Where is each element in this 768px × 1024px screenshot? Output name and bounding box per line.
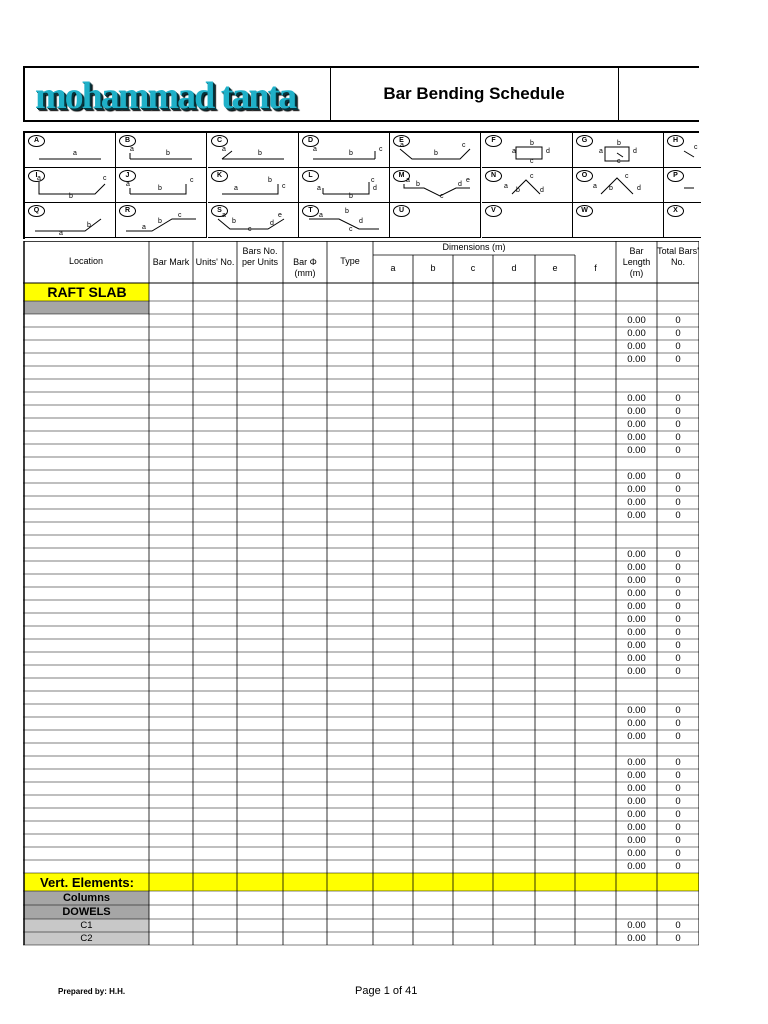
col-header-location: Location <box>68 256 104 266</box>
bar-length-value: 0.00 <box>627 549 646 560</box>
shape-letter: B <box>119 135 136 147</box>
total-bars-value: 0 <box>675 822 681 833</box>
total-bars-value: 0 <box>675 861 681 872</box>
shape-label: a <box>400 142 404 149</box>
total-bars-value: 0 <box>675 497 681 508</box>
page-title: Bar Bending Schedule <box>330 68 619 120</box>
bar-length-value: 0.00 <box>627 445 646 456</box>
shape-label: a <box>142 224 146 231</box>
shape-label: d <box>458 181 462 188</box>
bar-length-value: 0.00 <box>627 718 646 729</box>
total-bars-value: 0 <box>675 484 681 495</box>
bar-shape-h <box>664 133 701 168</box>
shape-letter: Q <box>28 205 45 217</box>
shape-drawing <box>299 168 390 203</box>
total-bars-value: 0 <box>675 328 681 339</box>
shape-letter: K <box>211 170 228 182</box>
shape-label: d <box>270 220 274 227</box>
shape-path <box>35 219 101 231</box>
total-bars-value: 0 <box>675 354 681 365</box>
shape-drawing <box>208 203 299 238</box>
shape-label: c <box>282 183 286 190</box>
col-header-dim-b: b <box>430 263 436 273</box>
bar-shape-e <box>390 133 481 168</box>
total-bars-value: 0 <box>675 783 681 794</box>
total-bars-value: 0 <box>675 393 681 404</box>
shape-letter: X <box>667 205 684 217</box>
bar-shape-t <box>299 203 390 238</box>
col-header-dim-c: c <box>470 263 476 273</box>
raft-slab-label: RAFT SLAB <box>47 284 127 300</box>
column-c2-label: C2 <box>80 933 93 944</box>
shape-label: b <box>166 150 170 157</box>
shape-label: a <box>59 230 63 237</box>
shape-letter: F <box>485 135 502 147</box>
shape-label: a <box>126 181 130 188</box>
total-bars-value: 0 <box>675 796 681 807</box>
shape-label: b <box>617 140 621 147</box>
bar-shape-n <box>482 168 573 203</box>
shape-drawing <box>482 168 573 203</box>
shape-letter: H <box>667 135 684 147</box>
total-bars-value: 0 <box>675 770 681 781</box>
schedule-grid <box>23 241 699 947</box>
bar-length-value: 0.00 <box>627 627 646 638</box>
dowels-label: DOWELS <box>62 906 111 918</box>
shape-letter: S <box>211 205 228 217</box>
shape-drawing <box>390 203 481 238</box>
bar-length-value: 0.00 <box>627 601 646 612</box>
bar-shape-v <box>482 203 573 238</box>
shape-label: d <box>637 185 641 192</box>
col-header-total-bars: Total Bars' No. <box>657 246 699 267</box>
bar-shape-o <box>573 168 664 203</box>
bar-length-value: 0.00 <box>627 341 646 352</box>
bar-length-value: 0.00 <box>627 406 646 417</box>
total-bars-value: 0 <box>675 406 681 417</box>
columns-label: Columns <box>62 892 111 904</box>
total-bars-value: 0 <box>675 757 681 768</box>
shape-drawing <box>25 168 116 203</box>
shape-letter: U <box>393 205 410 217</box>
total-bars-value: 0 <box>675 614 681 625</box>
bar-length-value: 0.00 <box>627 861 646 872</box>
bar-length-value: 0.00 <box>627 666 646 677</box>
shape-label: d <box>373 185 377 192</box>
shape-label: d <box>546 148 550 155</box>
shape-label: a <box>319 212 323 219</box>
shape-letter: O <box>576 170 593 182</box>
shape-letter: A <box>28 135 45 147</box>
shape-label: c <box>440 193 444 200</box>
shape-letter: W <box>576 205 593 217</box>
bar-length-value: 0.00 <box>627 393 646 404</box>
shape-letter: P <box>667 170 684 182</box>
col-header-bars-per-unit: Bars No. per Units <box>241 246 278 267</box>
bar-shapes-legend <box>23 131 699 239</box>
shape-letter: T <box>302 205 319 217</box>
bar-shape-x <box>664 203 701 238</box>
bar-shape-c <box>208 133 299 168</box>
shape-drawing <box>390 133 481 168</box>
bar-length-value: 0.00 <box>627 614 646 625</box>
total-bars-value: 0 <box>675 471 681 482</box>
bar-length-value: 0.00 <box>627 497 646 508</box>
bar-length-value: 0.00 <box>627 848 646 859</box>
total-bars-value: 0 <box>675 705 681 716</box>
shape-label: c <box>103 175 107 182</box>
col-header-units-no: Units' No. <box>195 257 235 267</box>
column-c1-label: C1 <box>80 920 93 931</box>
total-bars-value: 0 <box>675 341 681 352</box>
bar-length-value: 0.00 <box>627 354 646 365</box>
shape-letter: G <box>576 135 593 147</box>
shape-drawing <box>299 203 390 238</box>
bar-length-value: 0.00 <box>627 809 646 820</box>
bar-length-value: 0.00 <box>627 471 646 482</box>
prepared-by: Prepared by: H.H. <box>58 987 126 996</box>
shape-drawing <box>664 203 701 238</box>
bar-shape-a <box>25 133 116 168</box>
shape-path <box>222 151 284 159</box>
total-bars-value: 0 <box>675 653 681 664</box>
shape-label: c <box>694 144 698 151</box>
shape-label: e <box>466 177 470 184</box>
bar-length-value: 0.00 <box>627 419 646 430</box>
shape-label: c <box>349 226 353 233</box>
col-header-dim-d: d <box>511 263 517 273</box>
logo-cell <box>25 68 331 120</box>
bar-shape-p <box>664 168 701 203</box>
shape-drawing <box>299 133 390 168</box>
col-header-dim-e: e <box>552 263 558 273</box>
shape-label: c <box>462 142 466 149</box>
shape-drawing <box>208 133 299 168</box>
shape-path <box>309 219 379 229</box>
bar-length-value: 0.00 <box>627 822 646 833</box>
bar-length-value: 0.00 <box>627 757 646 768</box>
bar-length-value: 0.00 <box>627 640 646 651</box>
vert-elements-label: Vert. Elements: <box>40 875 134 890</box>
bar-length-value: 0.00 <box>627 432 646 443</box>
schedule-table <box>23 241 699 947</box>
shape-path <box>516 147 542 159</box>
shape-label: c <box>190 177 194 184</box>
bar-shape-i <box>25 168 116 203</box>
shape-letter: E <box>393 135 410 147</box>
bar-shape-u <box>390 203 481 238</box>
shape-label: a <box>512 148 516 155</box>
col-header-dim-a: a <box>390 263 396 273</box>
bar-shape-k <box>208 168 299 203</box>
shape-drawing <box>482 203 573 238</box>
shape-label: a <box>317 185 321 192</box>
shape-drawing <box>573 133 664 168</box>
shape-path <box>601 178 633 194</box>
shape-label: a <box>504 183 508 190</box>
bar-shape-g <box>573 133 664 168</box>
total-bars-value: 0 <box>675 432 681 443</box>
shape-label: d <box>540 187 544 194</box>
shape-label: b <box>69 193 73 200</box>
shape-drawing <box>25 133 116 168</box>
shape-path <box>130 153 192 159</box>
shape-path <box>684 151 694 157</box>
shape-letter: M <box>393 170 410 182</box>
shape-path <box>323 182 369 194</box>
shape-label: a <box>593 183 597 190</box>
shape-drawing <box>208 168 299 203</box>
shape-letter: V <box>485 205 502 217</box>
total-bars-value: 0 <box>675 315 681 326</box>
total-bars-value: 0 <box>675 445 681 456</box>
shape-label: d <box>359 218 363 225</box>
page-number: Page 1 of 41 <box>355 985 418 997</box>
bar-length-value: 0.00 <box>627 484 646 495</box>
total-bars-value: 0 <box>675 731 681 742</box>
bar-length-value: 0.00 <box>627 575 646 586</box>
total-bars-value: 0 <box>675 510 681 521</box>
shape-label: b <box>349 193 353 200</box>
shape-label: b <box>158 218 162 225</box>
shape-label: a <box>406 177 410 184</box>
shape-label: e <box>278 212 282 219</box>
shape-label: b <box>434 150 438 157</box>
shape-drawing <box>116 168 207 203</box>
bar-shape-m <box>390 168 481 203</box>
bar-shape-f <box>482 133 573 168</box>
total-bars-value: 0 <box>675 549 681 560</box>
bar-length-value: 0.00 <box>627 328 646 339</box>
shape-drawing <box>116 133 207 168</box>
total-bars-value: 0 <box>675 627 681 638</box>
total-bars-value: 0 <box>675 718 681 729</box>
bar-length-value: 0.00 <box>627 562 646 573</box>
bar-shape-d <box>299 133 390 168</box>
bar-length-value: 0.00 <box>627 835 646 846</box>
bar-length-value: 0.00 <box>627 933 646 944</box>
shape-letter: J <box>119 170 136 182</box>
shape-label: c <box>178 212 182 219</box>
total-bars-value: 0 <box>675 575 681 586</box>
total-bars-value: 0 <box>675 588 681 599</box>
shape-label: c <box>530 173 534 180</box>
logo: mohammad tanta <box>35 75 296 117</box>
total-bars-value: 0 <box>675 933 681 944</box>
shape-drawing <box>573 168 664 203</box>
shape-label: a <box>222 146 226 153</box>
shape-letter: N <box>485 170 502 182</box>
bar-shape-l <box>299 168 390 203</box>
shape-letter: R <box>119 205 136 217</box>
bar-shape-s <box>208 203 299 238</box>
shape-label: b <box>609 185 613 192</box>
shape-label: b <box>268 177 272 184</box>
shape-label: a <box>130 146 134 153</box>
shape-drawing <box>390 168 481 203</box>
shape-label: d <box>633 148 637 155</box>
bar-length-value: 0.00 <box>627 770 646 781</box>
bar-length-value: 0.00 <box>627 731 646 742</box>
shape-label: a <box>234 185 238 192</box>
bar-shape-r <box>116 203 207 238</box>
bar-length-value: 0.00 <box>627 653 646 664</box>
shape-label: c <box>625 173 629 180</box>
shape-path <box>222 184 278 194</box>
shape-label: b <box>87 222 91 229</box>
shape-label: b <box>345 208 349 215</box>
bar-length-value: 0.00 <box>627 705 646 716</box>
total-bars-value: 0 <box>675 601 681 612</box>
shape-label: b <box>158 185 162 192</box>
total-bars-value: 0 <box>675 848 681 859</box>
shape-label: a <box>599 148 603 155</box>
shape-label: b <box>416 181 420 188</box>
shape-drawing <box>482 133 573 168</box>
bar-length-value: 0.00 <box>627 796 646 807</box>
shape-drawing <box>25 203 116 238</box>
col-header-dimensions: Dimensions (m) <box>442 242 506 252</box>
total-bars-value: 0 <box>675 640 681 651</box>
shape-drawing <box>664 168 701 203</box>
shape-label: b <box>516 187 520 194</box>
col-header-dim-f: f <box>594 263 597 273</box>
bar-length-value: 0.00 <box>627 920 646 931</box>
shape-label: a <box>313 146 317 153</box>
shape-label: b <box>530 140 534 147</box>
bar-shape-b <box>116 133 207 168</box>
col-header-bar-dia: Bar Φ (mm) <box>293 257 317 278</box>
shape-drawing <box>116 203 207 238</box>
total-bars-value: 0 <box>675 809 681 820</box>
shape-label: c <box>379 146 383 153</box>
bar-shape-w <box>573 203 664 238</box>
col-header-type: Type <box>340 256 360 266</box>
bar-length-value: 0.00 <box>627 588 646 599</box>
header-block <box>23 66 699 122</box>
bar-length-value: 0.00 <box>627 315 646 326</box>
total-bars-value: 0 <box>675 835 681 846</box>
shape-label: c <box>617 158 621 165</box>
bar-length-value: 0.00 <box>627 783 646 794</box>
total-bars-value: 0 <box>675 920 681 931</box>
shape-label: c <box>371 177 375 184</box>
total-bars-value: 0 <box>675 562 681 573</box>
shape-label: b <box>232 218 236 225</box>
col-header-bar-mark: Bar Mark <box>152 257 190 267</box>
shape-drawing <box>573 203 664 238</box>
shape-label: b <box>349 150 353 157</box>
shape-drawing <box>664 133 701 168</box>
shape-label: c <box>530 158 534 165</box>
shape-letter: L <box>302 170 319 182</box>
shape-letter: D <box>302 135 319 147</box>
shape-label: a <box>73 150 77 157</box>
total-bars-value: 0 <box>675 666 681 677</box>
shape-label: a <box>37 175 41 182</box>
bar-length-value: 0.00 <box>627 510 646 521</box>
shape-label: b <box>258 150 262 157</box>
shape-letter: C <box>211 135 228 147</box>
shape-path <box>313 151 375 159</box>
shape-label: a <box>222 212 226 219</box>
shape-label: c <box>248 226 252 233</box>
bar-shape-j <box>116 168 207 203</box>
bar-shape-q <box>25 203 116 238</box>
shape-letter: I <box>28 170 45 182</box>
col-header-bar-length: Bar Length (m) <box>622 246 651 278</box>
group-label-fill <box>24 301 149 314</box>
total-bars-value: 0 <box>675 419 681 430</box>
